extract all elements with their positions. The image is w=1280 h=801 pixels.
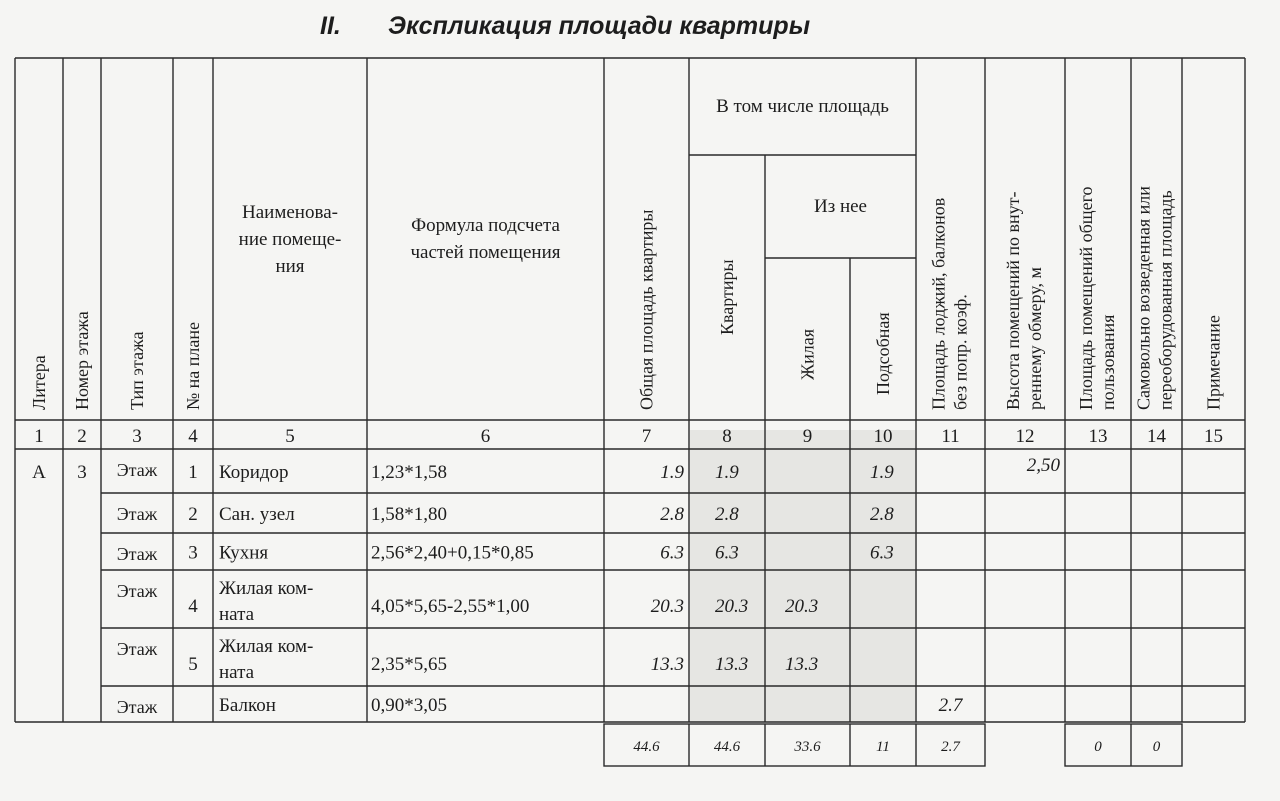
cell-floor-type: Этаж xyxy=(116,544,158,564)
cell-formula: 1,23*1,58 xyxy=(371,462,447,483)
cell-room-name: Кухня xyxy=(219,542,269,564)
total-living-sum: 33.6 xyxy=(794,739,821,755)
cell-room-name: Балкон xyxy=(219,695,276,716)
header-note: Примечание xyxy=(1203,315,1224,410)
header-floor-number: Номер этажа xyxy=(72,311,92,410)
cell-plan-number: 4 xyxy=(188,596,198,617)
cell-room-name: ната xyxy=(219,662,255,683)
cell-room-name: Коридор xyxy=(219,462,289,483)
total-auxiliary-sum: 11 xyxy=(876,739,890,755)
total-loggia-sum: 2.7 xyxy=(941,739,960,755)
header-litera: Литера xyxy=(29,355,49,410)
cell-apartment-area: 13.3 xyxy=(715,654,749,675)
column-number: 7 xyxy=(641,426,652,447)
header-unauthorized: Самовольно возведенная или xyxy=(1133,186,1154,410)
column-number: 10 xyxy=(873,426,893,447)
total-area-sum: 44.6 xyxy=(633,739,660,755)
header-height: Высота помещений по внут- xyxy=(1003,191,1023,410)
header-auxiliary: Подсобная xyxy=(873,312,893,395)
cell-formula: 1,58*1,80 xyxy=(371,504,447,525)
cell-total-area: 1.9 xyxy=(660,462,684,483)
section-number: II. xyxy=(320,12,341,40)
column-number: 15 xyxy=(1204,426,1223,447)
cell-auxiliary-area: 1.9 xyxy=(870,462,894,483)
cell-floor-type: Этаж xyxy=(116,460,158,480)
cell-formula: 2,56*2,40+0,15*0,85 xyxy=(371,542,534,564)
column-number: 8 xyxy=(722,426,732,447)
cell-plan-number: 3 xyxy=(188,542,198,564)
column-number: 13 xyxy=(1088,426,1108,447)
column-number: 4 xyxy=(188,426,198,447)
header-unauthorized: переоборудованная площадь xyxy=(1155,190,1176,410)
cell-floor: 3 xyxy=(77,462,87,483)
cell-plan-number: 2 xyxy=(188,504,198,525)
cell-total-area: 2.8 xyxy=(660,504,684,525)
cell-room-name: Жилая ком- xyxy=(219,636,314,657)
cell-formula: 4,05*5,65-2,55*1,00 xyxy=(371,596,530,617)
column-number: 12 xyxy=(1015,426,1035,447)
header-loggia: без попр. коэф. xyxy=(950,294,971,410)
cell-total-area: 20.3 xyxy=(650,596,684,617)
cell-plan-number: 5 xyxy=(188,654,198,675)
cell-apartment-area: 2.8 xyxy=(715,504,739,525)
header-room-name: ния xyxy=(275,256,305,277)
header-room-name: Наименова- xyxy=(242,202,338,223)
cell-auxiliary-area: 6.3 xyxy=(870,542,894,564)
header-room-name: ние помеще- xyxy=(238,229,342,250)
column-number: 11 xyxy=(941,426,960,447)
header-including: В том числе площадь xyxy=(716,96,889,117)
cell-floor-type: Этаж xyxy=(116,639,158,659)
cell-litera: А xyxy=(32,462,46,483)
total-common-sum: 0 xyxy=(1094,739,1102,755)
cell-room-name: Сан. узел xyxy=(219,504,295,525)
header-formula: частей помещения xyxy=(410,242,561,263)
cell-floor-type: Этаж xyxy=(116,504,158,524)
column-number: 9 xyxy=(802,426,813,447)
column-number: 2 xyxy=(77,426,87,447)
cell-height: 2,50 xyxy=(1026,455,1060,476)
cell-room-name: Жилая ком- xyxy=(219,578,314,599)
column-number: 5 xyxy=(285,426,295,447)
header-apartment: Квартиры xyxy=(717,259,737,335)
cell-apartment-area: 20.3 xyxy=(715,596,749,617)
header-formula: Формула подсчета xyxy=(411,215,560,236)
header-floor-type: Тип этажа xyxy=(127,331,147,410)
total-unauthorized-sum: 0 xyxy=(1152,739,1161,755)
column-number: 6 xyxy=(480,426,491,447)
header-height: реннему обмеру, м xyxy=(1025,267,1045,410)
cell-auxiliary-area: 2.8 xyxy=(870,504,894,525)
header-loggia: Площадь лоджий, балконов xyxy=(928,197,949,410)
cell-floor-type: Этаж xyxy=(116,581,158,601)
cell-loggia-area: 2.7 xyxy=(938,695,963,716)
column-number: 1 xyxy=(34,426,44,447)
cell-apartment-area: 1.9 xyxy=(715,462,739,483)
cell-floor-type: Этаж xyxy=(116,697,158,717)
cell-room-name: ната xyxy=(219,604,255,625)
cell-total-area: 13.3 xyxy=(650,654,684,675)
cell-total-area: 6.3 xyxy=(660,542,684,564)
header-total-area: Общая площадь квартиры xyxy=(636,209,657,410)
total-apartment-sum: 44.6 xyxy=(713,739,741,755)
cell-formula: 2,35*5,65 xyxy=(371,654,447,675)
cell-plan-number: 1 xyxy=(188,462,198,483)
header-plan-number: № на плане xyxy=(183,321,203,410)
section-title: Экспликация площади квартиры xyxy=(388,12,811,40)
cell-living-area: 13.3 xyxy=(785,654,819,675)
header-living: Жилая xyxy=(797,328,818,380)
header-common-area: Площадь помещений общего xyxy=(1076,186,1096,410)
header-common-area: пользования xyxy=(1098,314,1118,410)
column-number: 3 xyxy=(132,426,142,447)
totals-box xyxy=(1065,724,1182,766)
cell-living-area: 20.3 xyxy=(785,596,819,617)
cell-formula: 0,90*3,05 xyxy=(371,695,447,716)
header-of-which: Из нее xyxy=(813,196,868,217)
column-number: 14 xyxy=(1147,426,1166,447)
cell-apartment-area: 6.3 xyxy=(715,542,739,564)
